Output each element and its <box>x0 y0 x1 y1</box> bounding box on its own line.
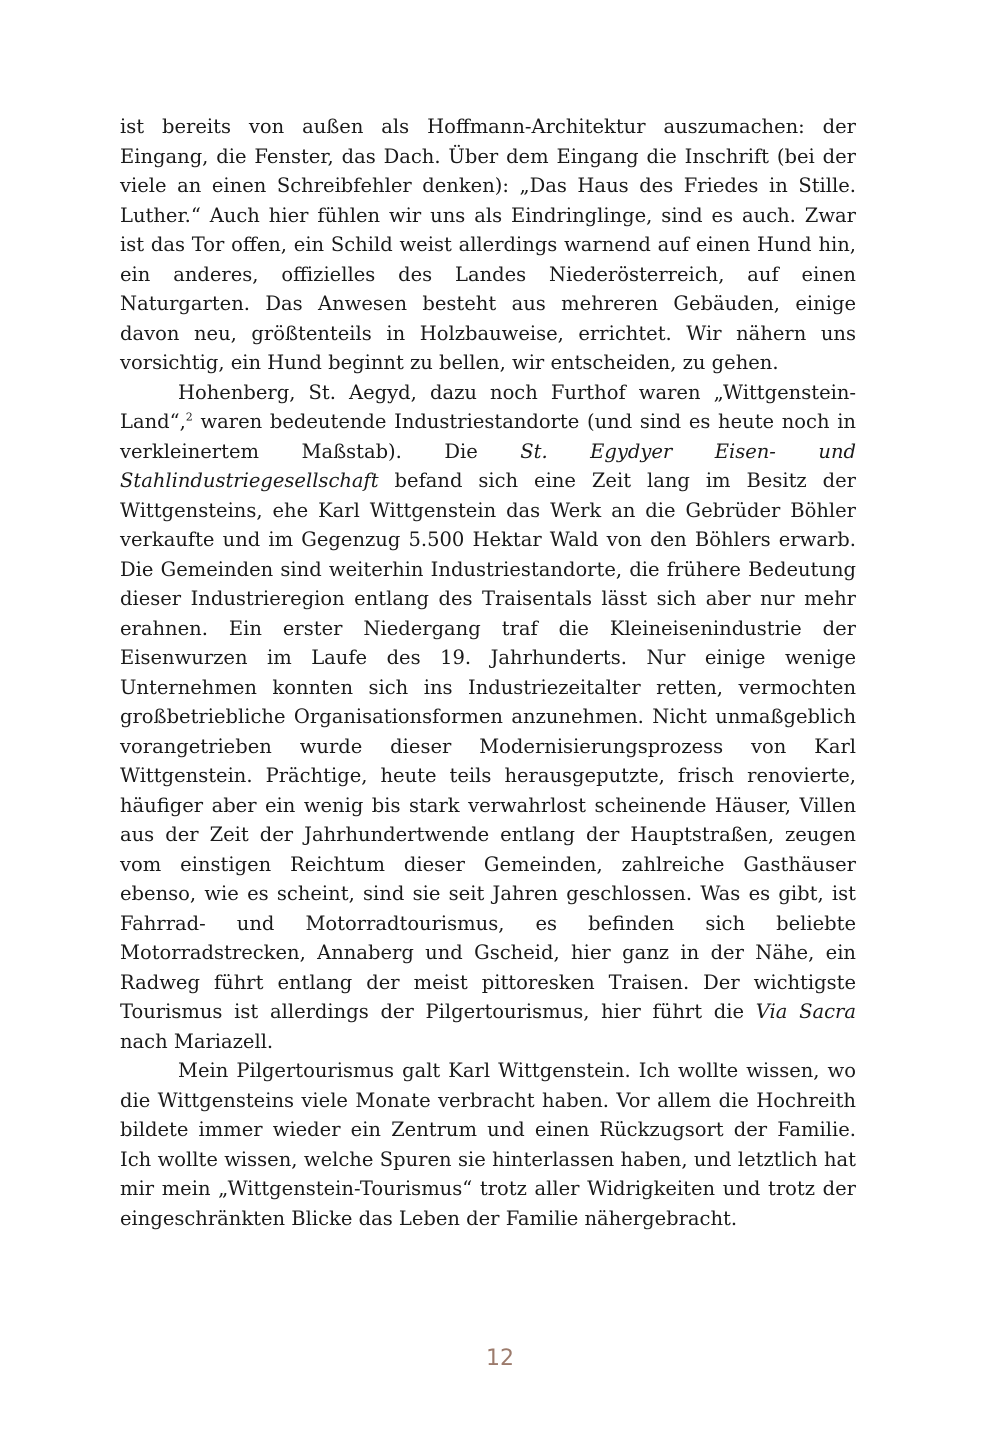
paragraph-2-text-d: nach Mariazell. <box>120 1029 274 1053</box>
paragraph-1 <box>120 112 856 378</box>
paragraph-1-text: ist bereits von außen als Hoffmann-Architektur auszumachen: der Eingang, die Fenster, das Dach. Über dem Eingang die Inschrift (bei der viele an einen Schreibfehler denken): „Das Haus des Friedes in Stille. Luther.“ Auch hier fühlen wir uns als Eindringlinge, sind es auch. Zwar ist das Tor offen, ein Schild weist allerdings warnend auf einen Hund hin, ein anderes, offizielles des Landes Niederösterreich, auf einen Naturgarten. Das Anwesen besteht aus mehreren Gebäuden, einige davon neu, größtenteils in Holzbauweise, errichtet. Wir nähern uns vorsichtig, ein Hund beginnt zu bellen, wir entscheiden, zu gehen. <box>120 115 856 374</box>
page-number: 12 <box>486 1346 514 1371</box>
italic-via-sacra: Via Sacra <box>755 1000 856 1023</box>
italic-company-name: St. Egydyer Eisen- und Stahlindustriegesellschaft <box>120 439 856 492</box>
paragraph-2-text-b: waren bedeutende Industriestandorte (und sind es heute noch in verkleinertem Maßstab). Die <box>120 410 856 463</box>
footnote-marker[interactable]: 2 <box>185 410 193 424</box>
document-body <box>120 112 856 1233</box>
paragraph-2 <box>120 378 856 1057</box>
paragraph-3-text: Mein Pilgertourismus galt Karl Wittgenstein. Ich wollte wissen, wo die Wittgensteins viele Monate verbracht haben. Vor allem die Hochreith bildete immer wieder ein Zentrum und einen Rückzugsort der Familie. Ich wollte wissen, welche Spuren sie hinterlassen haben, und letztlich hat mir mein „Wittgenstein-Tourismus“ trotz aller Widrigkeiten und trotz der eingeschränkten Blicke das Leben der Familie nähergebracht. <box>120 1059 856 1230</box>
paragraph-2-text-a: Hohenberg, St. Aegyd, dazu noch Furthof waren „Wittgenstein-Land“, <box>120 380 856 433</box>
paragraph-3 <box>120 1056 856 1233</box>
paragraph-2-text-c: befand sich eine Zeit lang im Besitz der Wittgensteins, ehe Karl Wittgenstein das Werk an die Gebrüder Böhler verkaufte und im Gegenzug 5.500 Hektar Wald von den Böhlers erwarb. Die Gemeinden sind weiterhin Industriestandorte, die frühere Bedeutung dieser Industrieregion entlang des Traisentals lässt sich aber nur mehr erahnen. Ein erster Niedergang traf die Kleineisenindustrie der Eisenwurzen im Laufe des 19. Jahrhunderts. Nur einige wenige Unternehmen konnten sich ins Industriezeitalter retten, vermochten großbetriebliche Organisationsformen anzunehmen. Nicht unmaßgeblich vorangetrieben wurde dieser Modernisierungsprozess von Karl Wittgenstein. Prächtige, heute teils herausgeputzte, frisch renovierte, häufiger aber ein wenig bis stark verwahrlost scheinende Häuser, Villen aus der Zeit der Jahrhundertwende entlang der Hauptstraßen, zeugen vom einstigen Reichtum dieser Gemeinden, zahlreiche Gasthäuser ebenso, wie es scheint, sind sie seit Jahren geschlossen. Was es gibt, ist Fahrrad- und Motorradtourismus, es befinden sich beliebte Motorradstrecken, Annaberg und Gscheid, hier ganz in der Nähe, ein Radweg führt entlang der meist pittoresken Traisen. Der wichtigste Tourismus ist allerdings der Pilgertourismus, hier führt die <box>120 469 856 1023</box>
